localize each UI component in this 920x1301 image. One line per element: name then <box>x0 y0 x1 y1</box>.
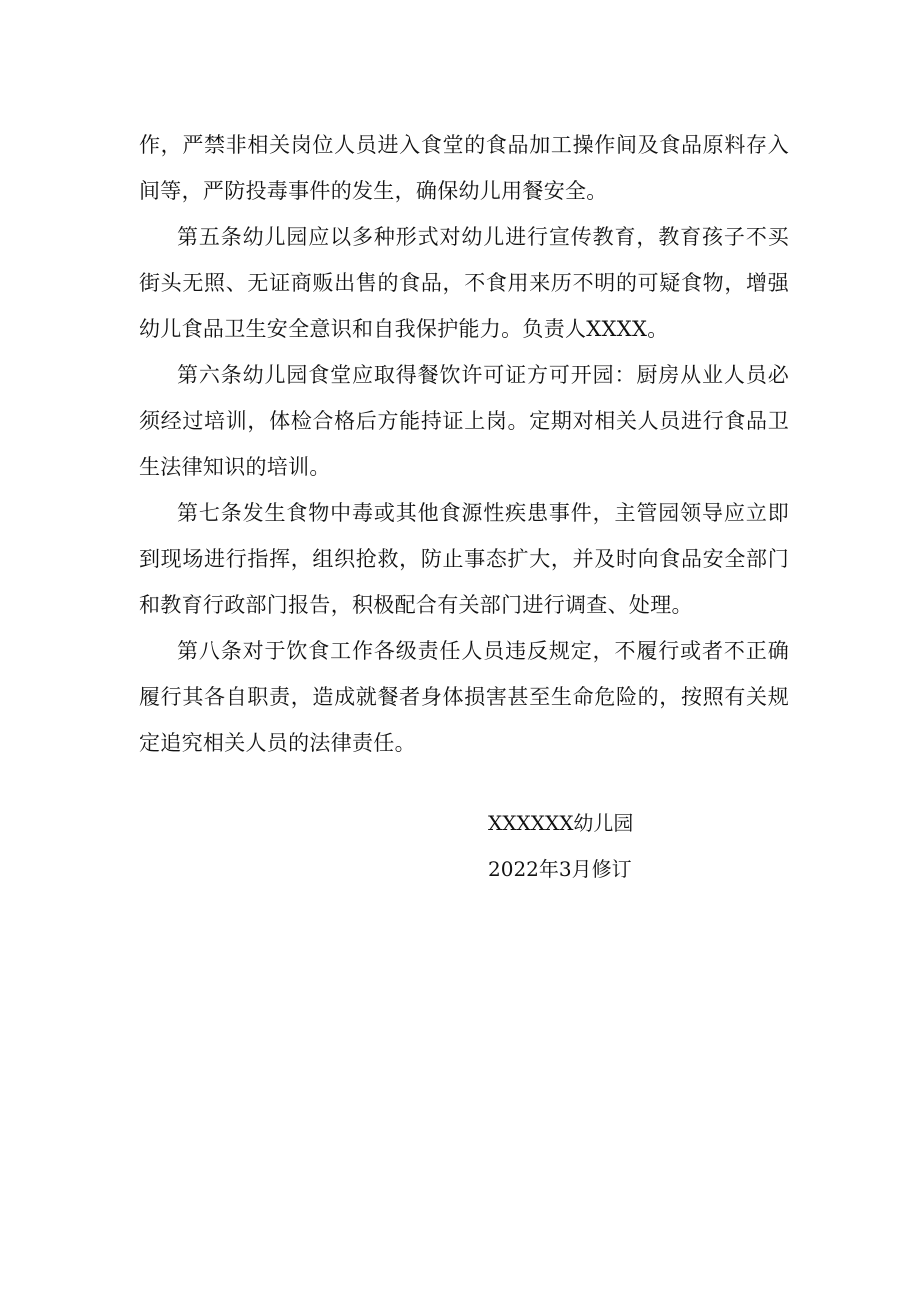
signature-block <box>488 800 633 892</box>
signature-date: 2022年3月修订 <box>488 857 632 881</box>
signature-organization: XXXXXX幼儿园 <box>488 811 634 835</box>
paragraph-article-7: 第七条发生食物中毒或其他食源性疾患事件，主管园领导应立即到现场进行指挥，组织抢救，防止事态扩大，并及时向食品安全部门和教育行政部门报告，积极配合有关部门进行调查、处理。 <box>139 501 789 617</box>
paragraph-continuation: 作，严禁非相关岗位人员进入食堂的食品加工操作间及食品原料存入间等，严防投毒事件的发生，确保幼儿用餐安全。 <box>139 133 789 203</box>
paragraph-article-5: 第五条幼儿园应以多种形式对幼儿进行宣传教育，教育孩子不买街头无照、无证商贩出售的食品，不食用来历不明的可疑食物，增强幼儿食品卫生安全意识和自我保护能力。负责人XXXX。 <box>139 225 789 341</box>
document-body <box>139 122 789 766</box>
paragraph-article-8: 第八条对于饮食工作各级责任人员违反规定，不履行或者不正确履行其各自职责，造成就餐者身体损害甚至生命危险的，按照有关规定追究相关人员的法律责任。 <box>139 639 789 755</box>
paragraph-article-6: 第六条幼儿园食堂应取得餐饮许可证方可开园：厨房从业人员必须经过培训，体检合格后方能持证上岗。定期对相关人员进行食品卫生法律知识的培训。 <box>139 363 789 479</box>
